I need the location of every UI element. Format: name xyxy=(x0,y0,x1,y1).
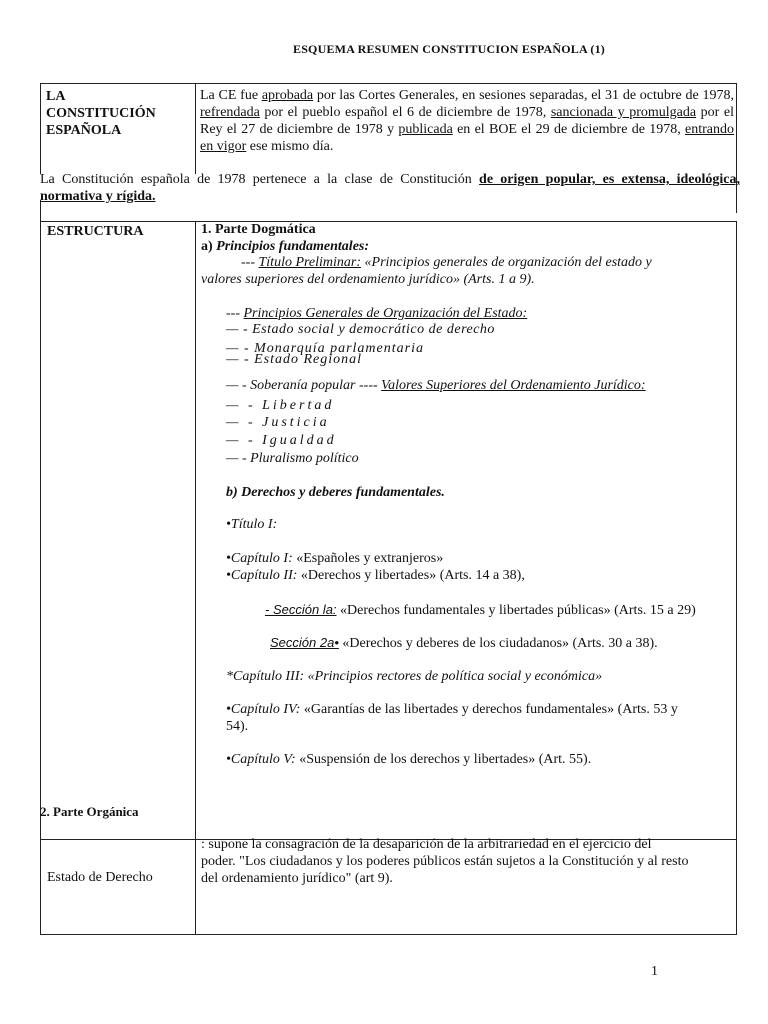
capitulo-1-line: •Capítulo I: «Españoles y extranjeros» xyxy=(226,551,444,566)
parte-dogmatica-heading: 1. Parte Dogmática xyxy=(201,222,316,237)
capitulo-4-line: •Capítulo IV: «Garantías de las libertades y derechos fundamentales» (Arts. 53 y xyxy=(226,702,678,717)
seccion-2-line: Sección 2a• «Derechos y deberes de los ciudadanos» (Arts. 30 a 38). xyxy=(270,635,658,651)
list-item: — - Igualdad xyxy=(226,433,337,448)
list-item: — - Pluralismo político xyxy=(226,451,359,466)
capitulo-3-line: *Capítulo III: «Principios rectores de política social y económica» xyxy=(226,669,603,684)
list-item: — - Estado social y democrático de derecho xyxy=(226,322,495,337)
list-item: — - Libertad xyxy=(226,398,335,413)
titulo-preliminar-line: --- Título Preliminar: «Principios generales de organización del estado y xyxy=(241,255,652,270)
row-label-la: LA xyxy=(46,89,66,104)
row-label-constitucion: CONSTITUCIÓN xyxy=(46,106,156,121)
capitulo-5-line: •Capítulo V: «Suspensión de los derechos y libertades» (Art. 55). xyxy=(226,752,592,767)
ce-approval-paragraph: La CE fue aprobada por las Cortes Generales, en sesiones separadas, el 31 de octubre de 1978, refrendada por el pueblo español el 6 de diciembre de 1978, sancionada y promulgada por el Rey el 27 de diciembre de 1978 y publicada en el BOE el 29 de diciembre de 1978, entrando en vigor ese mismo día. xyxy=(200,88,735,154)
derechos-deberes-heading: b) Derechos y deberes fundamentales. xyxy=(226,485,445,500)
principios-organizacion-heading: --- Principios Generales de Organización del Estado: xyxy=(226,306,528,321)
soberania-line: — - Soberanía popular ---- Valores Superiores del Ordenamiento Jurídico: xyxy=(226,378,646,393)
capitulo-2-line: •Capítulo II: «Derechos y libertades» (Arts. 14 a 38), xyxy=(226,568,525,583)
list-item: — - Monarquía parlamentaria xyxy=(226,341,424,356)
capitulo-4-line2: 54). xyxy=(226,719,249,734)
estado-derecho-text-line3: del ordenamiento jurídico" (art 9). xyxy=(201,871,393,886)
list-item: — - Estado Regional xyxy=(226,352,363,367)
titulo-preliminar-line2: valores superiores del ordenamiento jurídico» (Arts. 1 a 9). xyxy=(201,272,535,287)
constitution-class-paragraph: La Constitución española de 1978 pertenece a la clase de Constitución de origen popular, es extensa, ideológica, normativa y rígida. xyxy=(40,172,740,204)
estado-derecho-label: Estado de Derecho xyxy=(47,870,153,885)
principios-fundamentales-heading: a) Principios fundamentales: xyxy=(201,239,370,254)
list-item: — - Justicia xyxy=(226,415,330,430)
document-title: ESQUEMA RESUMEN CONSTITUCION ESPAÑOLA (1) xyxy=(292,42,606,56)
seccion-1-line: - Sección la: «Derechos fundamentales y libertades públicas» (Arts. 15 a 29) xyxy=(265,602,696,618)
estructura-label: ESTRUCTURA xyxy=(47,224,144,239)
row-label-espanola: ESPAÑOLA xyxy=(46,123,122,138)
estado-derecho-text-line1: : supone la consagración de la desaparición de la arbitrariedad en el ejercicio del xyxy=(201,837,652,852)
parte-organica-heading: 2. Parte Orgánica xyxy=(40,804,139,819)
titulo-1-label: •Título I: xyxy=(226,517,278,532)
page-number: 1 xyxy=(651,964,658,979)
estado-derecho-text-line2: poder. "Los ciudadanos y los poderes públicos están sujetos a la Constitución y al resto xyxy=(201,854,689,869)
